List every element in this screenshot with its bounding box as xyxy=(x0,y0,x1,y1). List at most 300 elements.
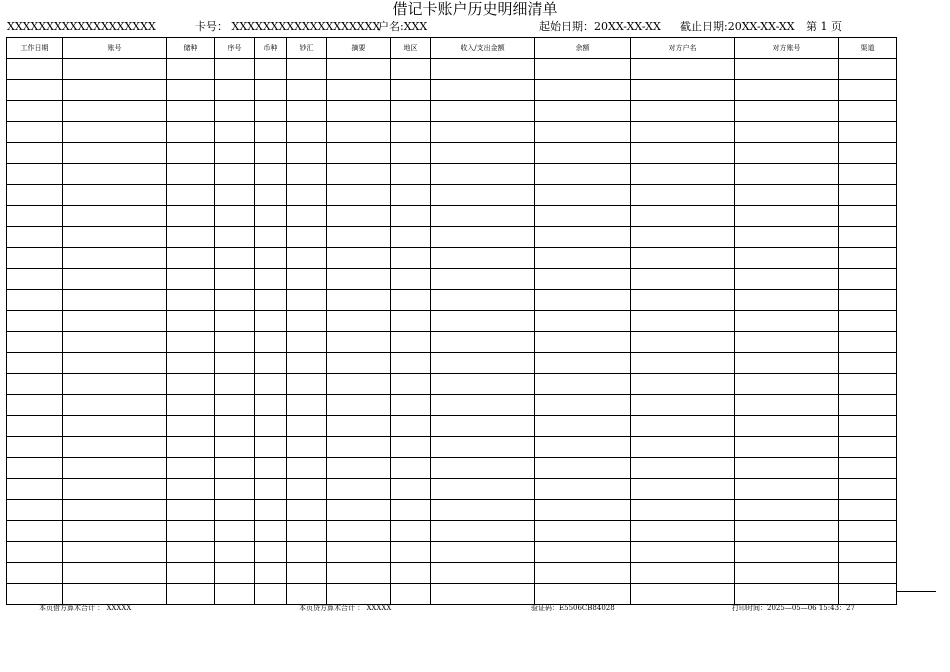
table-cell xyxy=(7,122,63,143)
table-cell xyxy=(327,122,391,143)
table-cell xyxy=(839,395,897,416)
table-cell xyxy=(391,353,431,374)
table-cell xyxy=(839,227,897,248)
table-cell xyxy=(391,122,431,143)
table-cell xyxy=(167,353,215,374)
table-cell xyxy=(215,479,255,500)
table-row xyxy=(7,416,897,437)
table-cell xyxy=(535,143,631,164)
table-cell xyxy=(255,542,287,563)
table-cell xyxy=(215,584,255,605)
table-cell xyxy=(287,206,327,227)
table-cell xyxy=(287,458,327,479)
table-cell xyxy=(63,563,167,584)
table-cell xyxy=(327,416,391,437)
table-cell xyxy=(431,395,535,416)
table-cell xyxy=(215,416,255,437)
table-cell xyxy=(255,80,287,101)
credit-total: 本页贷方算术合计 ： XXXXX xyxy=(299,604,392,612)
table-cell xyxy=(839,521,897,542)
table-cell xyxy=(839,437,897,458)
table-cell xyxy=(735,353,839,374)
table-cell xyxy=(391,563,431,584)
table-cell xyxy=(287,395,327,416)
table-cell xyxy=(255,458,287,479)
table-cell xyxy=(735,206,839,227)
table-cell xyxy=(535,395,631,416)
table-cell xyxy=(215,542,255,563)
table-cell xyxy=(63,395,167,416)
table-cell xyxy=(7,290,63,311)
table-cell xyxy=(535,269,631,290)
table-cell xyxy=(63,248,167,269)
table-cell xyxy=(215,227,255,248)
table-cell xyxy=(391,332,431,353)
column-header: 储种 xyxy=(167,38,215,59)
table-cell xyxy=(63,479,167,500)
table-cell xyxy=(631,248,735,269)
table-cell xyxy=(735,500,839,521)
table-cell xyxy=(631,269,735,290)
table-cell xyxy=(839,374,897,395)
table-cell xyxy=(391,437,431,458)
table-cell xyxy=(7,416,63,437)
table-cell xyxy=(535,416,631,437)
table-cell xyxy=(287,80,327,101)
table-cell xyxy=(631,479,735,500)
table-cell xyxy=(431,122,535,143)
table-cell xyxy=(215,353,255,374)
table-cell xyxy=(7,563,63,584)
table-cell xyxy=(63,164,167,185)
table-cell xyxy=(431,101,535,122)
table-cell xyxy=(839,500,897,521)
table-cell xyxy=(255,164,287,185)
column-header: 序号 xyxy=(215,38,255,59)
table-row xyxy=(7,353,897,374)
table-cell xyxy=(839,185,897,206)
table-cell xyxy=(215,458,255,479)
table-cell xyxy=(735,59,839,80)
column-header: 币种 xyxy=(255,38,287,59)
table-cell xyxy=(735,563,839,584)
table-cell xyxy=(287,227,327,248)
table-cell xyxy=(735,458,839,479)
column-header: 渠道 xyxy=(839,38,897,59)
table-cell xyxy=(535,122,631,143)
table-cell xyxy=(215,248,255,269)
table-cell xyxy=(7,248,63,269)
table-cell xyxy=(535,227,631,248)
table-cell xyxy=(255,563,287,584)
table-cell xyxy=(431,143,535,164)
table-cell xyxy=(7,227,63,248)
table-cell xyxy=(63,311,167,332)
table-cell xyxy=(255,416,287,437)
table-cell xyxy=(535,185,631,206)
table-cell xyxy=(391,521,431,542)
table-cell xyxy=(839,206,897,227)
table-cell xyxy=(287,353,327,374)
table-cell xyxy=(167,185,215,206)
table-cell xyxy=(215,374,255,395)
table-cell xyxy=(735,332,839,353)
card-number: 卡号： XXXXXXXXXXXXXXXXXXX xyxy=(195,20,381,33)
table-cell xyxy=(327,269,391,290)
table-cell xyxy=(255,437,287,458)
table-cell xyxy=(839,80,897,101)
table-cell xyxy=(735,101,839,122)
table-cell xyxy=(535,374,631,395)
table-cell xyxy=(287,542,327,563)
table-cell xyxy=(431,290,535,311)
table-cell xyxy=(255,101,287,122)
table-cell xyxy=(63,374,167,395)
table-cell xyxy=(431,458,535,479)
table-cell xyxy=(167,311,215,332)
table-cell xyxy=(287,500,327,521)
verify-code: 验证码：E5506CB84028 xyxy=(531,604,615,612)
table-cell xyxy=(631,80,735,101)
table-cell xyxy=(839,164,897,185)
table-cell xyxy=(255,500,287,521)
table-cell xyxy=(327,227,391,248)
table-cell xyxy=(431,374,535,395)
document-title: 借记卡账户历史明细清单 xyxy=(392,0,558,18)
table-cell xyxy=(215,164,255,185)
table-cell xyxy=(215,59,255,80)
table-cell xyxy=(631,332,735,353)
table-cell xyxy=(287,122,327,143)
table-cell xyxy=(839,479,897,500)
table-cell xyxy=(215,395,255,416)
end-date: 截止日期:20XX-XX-XX xyxy=(680,20,795,33)
table-cell xyxy=(63,122,167,143)
table-cell xyxy=(255,185,287,206)
table-cell xyxy=(287,143,327,164)
table-cell xyxy=(391,542,431,563)
table-cell xyxy=(391,59,431,80)
table-cell xyxy=(391,248,431,269)
table-cell xyxy=(63,59,167,80)
table-cell xyxy=(431,80,535,101)
table-cell xyxy=(391,206,431,227)
table-cell xyxy=(535,59,631,80)
table-cell xyxy=(327,563,391,584)
table-cell xyxy=(287,374,327,395)
table-row xyxy=(7,521,897,542)
table-cell xyxy=(63,458,167,479)
table-cell xyxy=(167,479,215,500)
table-cell xyxy=(327,164,391,185)
table-cell xyxy=(735,416,839,437)
table-cell xyxy=(535,458,631,479)
table-cell xyxy=(735,122,839,143)
table-row xyxy=(7,542,897,563)
table-cell xyxy=(735,521,839,542)
table-cell xyxy=(167,395,215,416)
table-cell xyxy=(215,101,255,122)
table-cell xyxy=(839,458,897,479)
table-cell xyxy=(327,353,391,374)
table-row xyxy=(7,206,897,227)
table-cell xyxy=(287,416,327,437)
table-cell xyxy=(327,185,391,206)
table-cell xyxy=(631,563,735,584)
column-header: 工作日期 xyxy=(7,38,63,59)
table-cell xyxy=(631,143,735,164)
table-cell xyxy=(63,101,167,122)
table-cell xyxy=(839,269,897,290)
table-cell xyxy=(63,353,167,374)
table-cell xyxy=(255,269,287,290)
table-cell xyxy=(327,500,391,521)
table-cell xyxy=(631,59,735,80)
table-cell xyxy=(631,521,735,542)
table-cell xyxy=(167,248,215,269)
table-cell xyxy=(215,269,255,290)
table-row xyxy=(7,248,897,269)
table-cell xyxy=(735,80,839,101)
table-cell xyxy=(839,332,897,353)
table-cell xyxy=(327,80,391,101)
table-cell xyxy=(391,101,431,122)
table-cell xyxy=(287,185,327,206)
table-cell xyxy=(431,437,535,458)
table-cell xyxy=(63,143,167,164)
table-cell xyxy=(63,332,167,353)
table-cell xyxy=(327,332,391,353)
table-cell xyxy=(7,458,63,479)
table-cell xyxy=(631,437,735,458)
table-cell xyxy=(215,206,255,227)
table-row xyxy=(7,290,897,311)
table-cell xyxy=(327,542,391,563)
table-row xyxy=(7,269,897,290)
table-row xyxy=(7,164,897,185)
table-cell xyxy=(631,122,735,143)
table-cell xyxy=(431,206,535,227)
table-cell xyxy=(535,248,631,269)
table-cell xyxy=(7,437,63,458)
table-cell xyxy=(735,164,839,185)
table-cell xyxy=(391,185,431,206)
table-cell xyxy=(839,248,897,269)
table-row xyxy=(7,563,897,584)
table-cell xyxy=(535,290,631,311)
table-cell xyxy=(287,290,327,311)
table-row xyxy=(7,122,897,143)
table-cell xyxy=(7,269,63,290)
table-cell xyxy=(535,332,631,353)
table-cell xyxy=(215,143,255,164)
table-cell xyxy=(167,332,215,353)
table-row xyxy=(7,185,897,206)
table-row xyxy=(7,80,897,101)
table-cell xyxy=(431,479,535,500)
table-cell xyxy=(535,206,631,227)
table-cell xyxy=(327,59,391,80)
table-cell xyxy=(287,101,327,122)
table-row xyxy=(7,101,897,122)
table-cell xyxy=(631,395,735,416)
table-cell xyxy=(735,542,839,563)
debit-total: 本页借方算术合计 ： XXXXX xyxy=(39,604,132,612)
table-cell xyxy=(167,290,215,311)
table-cell xyxy=(63,500,167,521)
column-header: 对方账号 xyxy=(735,38,839,59)
page-number: 第 1 页 xyxy=(806,20,842,33)
table-row xyxy=(7,143,897,164)
table-cell xyxy=(167,374,215,395)
table-cell xyxy=(215,563,255,584)
table-cell xyxy=(735,227,839,248)
table-cell xyxy=(63,416,167,437)
table-cell xyxy=(431,227,535,248)
table-cell xyxy=(255,395,287,416)
table-cell xyxy=(167,269,215,290)
table-cell xyxy=(839,311,897,332)
table-cell xyxy=(391,164,431,185)
table-cell xyxy=(735,248,839,269)
table-cell xyxy=(215,437,255,458)
table-cell xyxy=(839,353,897,374)
column-header: 摘要 xyxy=(327,38,391,59)
table-header-row xyxy=(7,38,897,59)
account-name: 户名:XXX xyxy=(378,20,428,33)
table-cell xyxy=(255,332,287,353)
table-cell xyxy=(287,59,327,80)
table-cell xyxy=(327,521,391,542)
table-row xyxy=(7,332,897,353)
table-cell xyxy=(431,521,535,542)
table-cell xyxy=(631,164,735,185)
table-cell xyxy=(7,542,63,563)
table-cell xyxy=(63,290,167,311)
table-row xyxy=(7,479,897,500)
table-cell xyxy=(215,122,255,143)
table-cell xyxy=(735,395,839,416)
table-cell xyxy=(631,416,735,437)
table-cell xyxy=(391,500,431,521)
table-cell xyxy=(631,206,735,227)
table-cell xyxy=(631,227,735,248)
table-cell xyxy=(167,416,215,437)
table-cell xyxy=(431,332,535,353)
table-cell xyxy=(255,311,287,332)
table-cell xyxy=(255,59,287,80)
table-row xyxy=(7,500,897,521)
column-header: 余额 xyxy=(535,38,631,59)
table-cell xyxy=(839,122,897,143)
table-cell xyxy=(391,479,431,500)
table-cell xyxy=(7,143,63,164)
table-cell xyxy=(7,353,63,374)
print-time: 打印时间：2025—05—06 15:43：27 xyxy=(732,604,855,612)
table-cell xyxy=(327,143,391,164)
table-cell xyxy=(431,500,535,521)
table-cell xyxy=(327,374,391,395)
table-cell xyxy=(391,311,431,332)
table-cell xyxy=(7,479,63,500)
table-cell xyxy=(167,584,215,605)
table-cell xyxy=(431,416,535,437)
table-cell xyxy=(7,80,63,101)
table-row xyxy=(7,395,897,416)
table-cell xyxy=(431,269,535,290)
table-cell xyxy=(535,353,631,374)
start-date: 起始日期：20XX-XX-XX xyxy=(539,20,661,33)
table-cell xyxy=(7,374,63,395)
column-header: 对方户名 xyxy=(631,38,735,59)
table-cell xyxy=(63,437,167,458)
table-cell xyxy=(167,143,215,164)
table-cell xyxy=(391,290,431,311)
table-cell xyxy=(631,542,735,563)
column-header: 收入/支出金额 xyxy=(431,38,535,59)
table-cell xyxy=(631,458,735,479)
table-cell xyxy=(255,353,287,374)
statement-table xyxy=(6,37,897,605)
table-cell xyxy=(391,143,431,164)
table-row xyxy=(7,437,897,458)
table-cell xyxy=(167,563,215,584)
table-cell xyxy=(431,248,535,269)
table-cell xyxy=(839,290,897,311)
table-cell xyxy=(431,164,535,185)
table-cell xyxy=(167,458,215,479)
table-cell xyxy=(63,185,167,206)
table-cell xyxy=(215,500,255,521)
table-cell xyxy=(631,311,735,332)
table-cell xyxy=(391,458,431,479)
table-cell xyxy=(167,542,215,563)
column-header: 钞汇 xyxy=(287,38,327,59)
table-cell xyxy=(327,395,391,416)
table-cell xyxy=(431,542,535,563)
table-cell xyxy=(255,521,287,542)
table-cell xyxy=(391,80,431,101)
table-cell xyxy=(7,311,63,332)
table-cell xyxy=(735,269,839,290)
table-cell xyxy=(535,164,631,185)
table-cell xyxy=(255,143,287,164)
table-cell xyxy=(255,122,287,143)
table-cell xyxy=(255,584,287,605)
table-cell xyxy=(735,479,839,500)
table-cell xyxy=(631,374,735,395)
table-cell xyxy=(287,311,327,332)
account-id: XXXXXXXXXXXXXXXXXXX xyxy=(7,20,156,33)
table-cell xyxy=(327,206,391,227)
table-cell xyxy=(735,143,839,164)
table-cell xyxy=(839,563,897,584)
table-cell xyxy=(535,500,631,521)
table-cell xyxy=(167,500,215,521)
table-cell xyxy=(287,521,327,542)
table-cell xyxy=(391,227,431,248)
table-cell xyxy=(255,227,287,248)
table-cell xyxy=(7,164,63,185)
table-cell xyxy=(215,80,255,101)
table-cell xyxy=(535,479,631,500)
table-cell xyxy=(255,374,287,395)
table-cell xyxy=(167,101,215,122)
table-cell xyxy=(167,80,215,101)
table-cell xyxy=(215,332,255,353)
table-cell xyxy=(535,542,631,563)
table-cell xyxy=(215,521,255,542)
